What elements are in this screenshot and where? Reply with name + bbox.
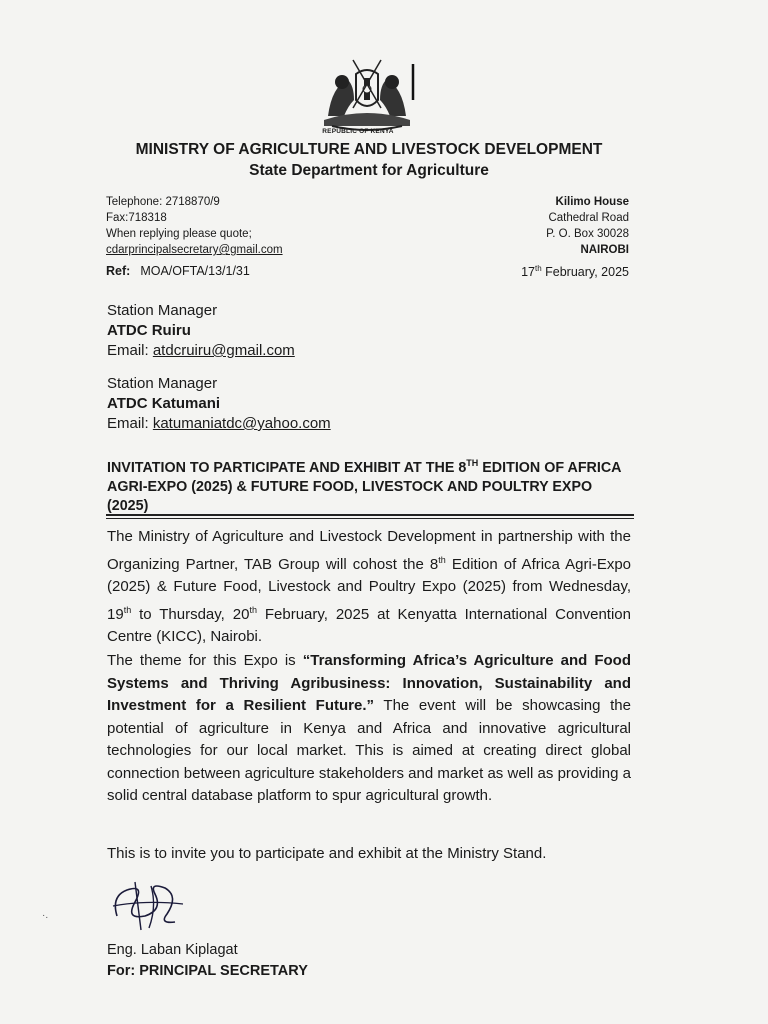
addressee-email-link[interactable]: atdcruiru@gmail.com <box>152 342 295 359</box>
body-paragraph-2 <box>107 650 631 808</box>
date-rest: February, 2025 <box>541 265 629 280</box>
letter-date <box>521 264 629 279</box>
p1-sup-1: th <box>438 554 446 565</box>
ministry-email-link[interactable]: cdarprincipalsecretary@gmail.com <box>106 244 283 256</box>
body-paragraph-1 <box>107 526 631 649</box>
expo-theme: “Transforming Africa’s Agriculture and Food Systems and Thriving Agribusiness: Innovation, Sustainability and Investment for a Resilient Future.” <box>107 652 631 714</box>
p1-text-c: to Thursday, 20 <box>131 605 250 623</box>
p1-text-d: February, 2025 at Kenyatta International Convention Centre (KICC), Nairobi. <box>107 605 631 645</box>
reference-value: MOA/OFTA/13/1/31 <box>140 264 250 278</box>
p1-text-b: Edition of Africa Agri-Expo (2025) & Future Food, Livestock and Poultry Expo (2025) from Wednesday, 19 <box>107 555 632 623</box>
emblem-caption: REPUBLIC OF KENYA <box>322 128 394 135</box>
addressee-email <box>107 341 295 361</box>
date-suffix: th <box>535 264 542 273</box>
addressee-email-link[interactable]: katumaniatdc@yahoo.com <box>152 415 331 432</box>
subject-sup: TH <box>466 458 479 468</box>
building-name: Kilimo House <box>555 196 629 208</box>
addressee-title: Station Manager <box>107 375 218 392</box>
scan-speck: ·. <box>42 910 49 921</box>
handwritten-signature <box>105 876 195 936</box>
subject-part2: EDITION OF AFRICA AGRI-EXPO (2025) & FUTURE FOOD, LIVESTOCK AND POULTRY EXPO (2025) <box>107 459 621 514</box>
city: NAIROBI <box>580 244 629 256</box>
addressee-name: ATDC Katumani <box>107 395 221 412</box>
p2-text-b: The event will be showcasing the potential of agriculture in Kenya and Africa and innovative agricultural technologies for our local market. This is aimed at creating direct global connection between agriculture stakeholders and market as well as providing a solid central database platform to spur agricultural growth. <box>107 697 631 804</box>
subject-rule-thin <box>106 518 634 519</box>
p1-sup-3: th <box>249 604 257 615</box>
postal-address <box>546 194 629 258</box>
p2-text-a: The theme for this Expo is <box>107 652 303 669</box>
subject-part1: INVITATION TO PARTICIPATE AND EXHIBIT AT THE 8 <box>107 459 467 476</box>
body-paragraph-3: This is to invite you to participate and exhibit at the Ministry Stand. <box>107 845 547 862</box>
addressee-email <box>107 414 331 434</box>
po-box: P. O. Box 30028 <box>546 228 629 240</box>
signatory-capacity: For: PRINCIPAL SECRETARY <box>107 963 308 979</box>
subject-rule <box>106 514 634 516</box>
email-label: Email: <box>107 415 153 432</box>
road: Cathedral Road <box>548 212 629 224</box>
addressee-name: ATDC Ruiru <box>107 322 191 339</box>
p1-sup-2: th <box>123 604 132 615</box>
p1-text-a: The Ministry of Agriculture and Livestock Development in partnership with the Organizing Partner, TAB Group will cohost the 8 <box>107 528 631 573</box>
signatory-name: Eng. Laban Kiplagat <box>107 942 238 958</box>
reply-instruction: When replying please quote; <box>106 228 252 240</box>
department-title: State Department for Agriculture <box>249 162 489 179</box>
telephone: Telephone: 2718870/9 <box>106 196 220 208</box>
ministry-title: MINISTRY OF AGRICULTURE AND LIVESTOCK DEVELOPMENT <box>135 141 603 158</box>
addressee-katumani <box>107 374 331 434</box>
contact-details <box>106 194 283 258</box>
email-label: Email: <box>107 342 153 359</box>
addressee-title: Station Manager <box>107 302 218 319</box>
reference-label: Ref: <box>106 264 131 278</box>
fax: Fax:718318 <box>106 212 167 224</box>
kenya-coat-of-arms-emblem <box>318 56 416 136</box>
addressee-ruiru <box>107 301 295 361</box>
signatory-block <box>107 940 308 982</box>
reference-line <box>106 264 250 278</box>
subject-heading <box>107 454 637 516</box>
date-day: 17 <box>521 265 535 280</box>
